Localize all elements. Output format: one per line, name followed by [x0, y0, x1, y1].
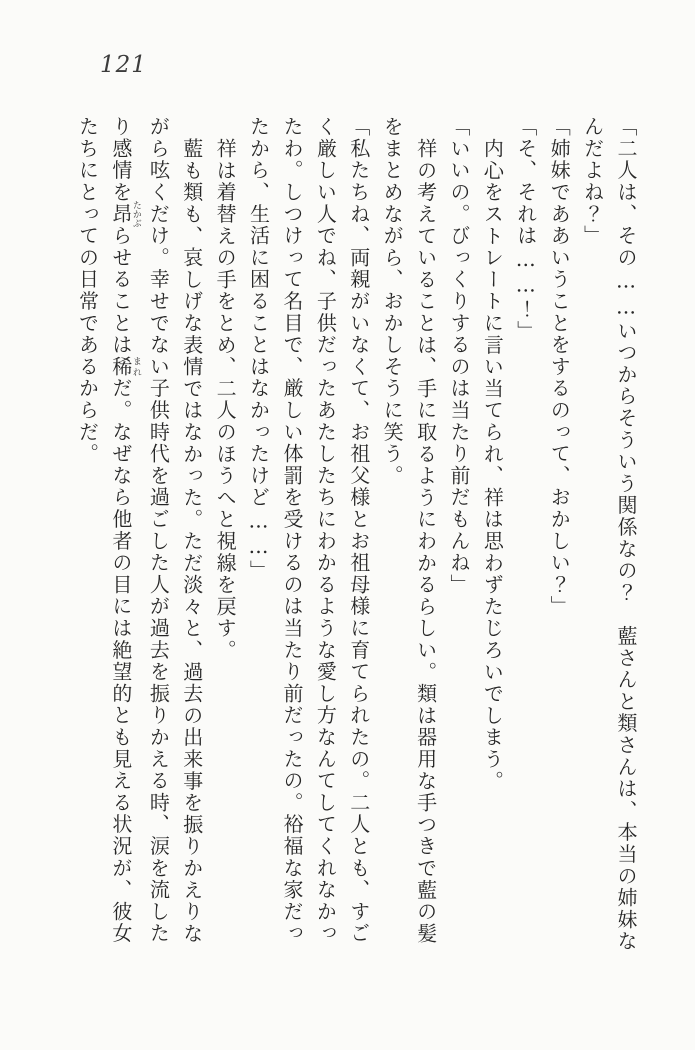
text-line-2: んだよね？」: [580, 116, 605, 247]
text-line-13: 祥は着替えの手をとめ、二人のほうへと視線を戻す。: [213, 137, 238, 661]
text-line-9: 「私たちね、両親がいなくて、お祖父様とお祖母様に育てられたの。二人とも、すご: [346, 116, 371, 945]
text-line-15: がら呟くだけ。幸せでない子供時代を過ごした人が過去を振りかえる時、涙を流した: [146, 116, 171, 945]
text-line-1: 「二人は、その……いつからそういう関係なの？ 藍さんと類さんは、本当の姉妹な: [614, 116, 638, 953]
text-line-17: たちにとっての日常であるからだ。: [75, 116, 100, 465]
text-block: [73, 116, 642, 961]
text-line-5: 内心をストレートに言い当てられ、祥は思わずたじろいでしまう。: [480, 137, 505, 792]
text-line-11: たわ。しつけって名目で、厳しい体罰を受けるのは当たり前だったの。裕福な家だっ: [279, 116, 304, 945]
text-line-4: 「そ、それは……！」: [513, 116, 538, 342]
text-line-8: をまとめながら、おかしそうに笑う。: [380, 116, 405, 487]
text-segment: り感情を: [108, 116, 133, 204]
ruby-text: たかぶ: [130, 200, 141, 228]
text-line-7: 祥の考えていることは、手に取るようにわかるらしい。類は器用な手つきで藍の髪: [413, 137, 438, 945]
text-line-12: たから、生活に困ることはなかったけど……」: [246, 116, 271, 582]
ruby-annotation-takaburu: [108, 200, 141, 228]
ruby-base: 昂: [108, 200, 133, 228]
text-line-14: 藍も類も、哀しげな表情ではなかった。ただ淡々と、過去の出来事を振りかえりな: [179, 137, 204, 945]
text-line-10: く厳しい人でね、子供だったあたしたちにわかるような愛し方なんてしてくれなかっ: [313, 116, 338, 945]
ruby-text: まれ: [130, 355, 141, 378]
text-line-6: 「いいの。びっくりするのは当たり前だもんね」: [446, 116, 471, 596]
text-line-3: 「姉妹でああいうことをするのって、おかしい？」: [547, 116, 572, 618]
text-segment: らせることは: [108, 225, 133, 356]
text-line-16: [104, 116, 141, 961]
ruby-annotation-mare: [108, 355, 141, 378]
ruby-base: 稀: [108, 355, 133, 378]
page-number: 121: [100, 52, 147, 78]
text-segment: だ。なぜなら他者の目には絶望的とも見える状況が、彼女: [108, 377, 133, 945]
